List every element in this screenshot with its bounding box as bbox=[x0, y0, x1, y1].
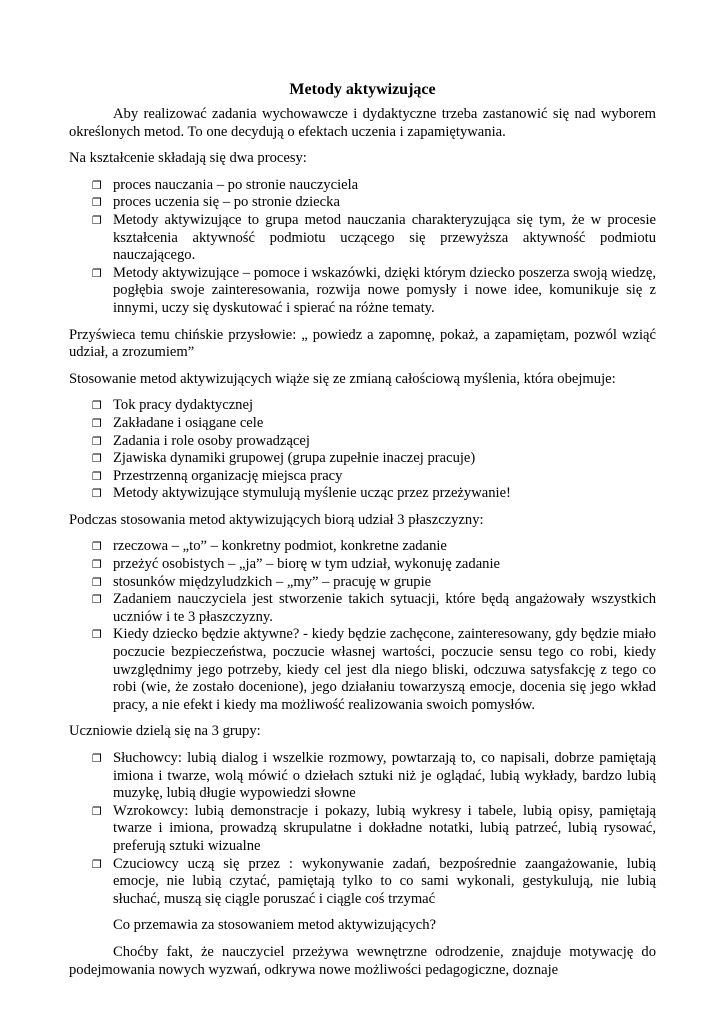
list-item bbox=[92, 264, 656, 318]
change-intro: Stosowanie metod aktywizujących wiąże się ze zmianą całościową myślenia, która obejmuje: bbox=[69, 370, 616, 387]
question-paragraph: Co przemawia za stosowaniem metod aktywizujących? bbox=[113, 917, 436, 934]
list-item-text: Wzrokowcy: lubią demonstracje i pokazy, lubią wykresy i tabele, lubią opisy, pamiętają twarze i imiona, prowadzą skrupulatne i dokładne notatki, lubią patrzeć, lubią rysować, preferują sztuki wizualne bbox=[113, 802, 656, 854]
list-item-text: Metody aktywizujące stymulują myślenie ucząc przez przeżywanie! bbox=[113, 485, 511, 502]
checkbox-square-icon: ❐ bbox=[92, 593, 102, 607]
change-list bbox=[69, 397, 656, 503]
list-item-text: proces nauczania – po stronie nauczyciela bbox=[113, 176, 359, 193]
planes-intro: Podczas stosowania metod aktywizujących biorą udział 3 płaszczyzny: bbox=[69, 511, 484, 528]
list-item bbox=[92, 467, 656, 486]
list-item bbox=[92, 397, 656, 415]
list-item-text: stosunków międzyludzkich – „my” – pracuję w grupie bbox=[113, 573, 432, 590]
list-item bbox=[92, 573, 656, 592]
list-item bbox=[92, 211, 656, 265]
list-item bbox=[92, 538, 656, 556]
checkbox-square-icon: ❐ bbox=[92, 628, 102, 642]
checkbox-square-icon: ❐ bbox=[92, 434, 102, 448]
list-item-text: Zadania i role osoby prowadzącej bbox=[113, 432, 310, 449]
list-item bbox=[92, 591, 656, 626]
checkbox-square-icon: ❐ bbox=[92, 540, 102, 554]
checkbox-square-icon: ❐ bbox=[92, 452, 102, 466]
list-item-text: Zadaniem nauczyciela jest stworzenie takich sytuacji, które będą angażowały wszystkich uczniów i te 3 płaszczyzny. bbox=[113, 591, 656, 625]
list-item-text: Przestrzenną organizację miejsca pracy bbox=[113, 467, 343, 484]
list-item-text: Słuchowcy: lubią dialog i wszelkie rozmowy, powtarzają to, co napisali, dobrze pamiętają imiona i twarze, wolą mówić o dziełach sztuki niż je oglądać, lubią wykłady, bardzo lubią muzykę, lubią długie wypowiedzi słowne bbox=[113, 750, 656, 802]
processes-intro: Na kształcenie składają się dwa procesy: bbox=[69, 150, 307, 167]
list-item bbox=[92, 855, 656, 909]
list-item bbox=[92, 432, 656, 451]
checkbox-square-icon: ❐ bbox=[92, 469, 102, 483]
list-item-text: Metody aktywizujące – pomoce i wskazówki, dzięki którym dziecko poszerza swoją wiedzę, pogłębia swoje zainteresowania, rozwija nowe pomysły i nowe idee, komunikuje się z innymi, uczy się dyskutować i spierać na różne tematy. bbox=[113, 264, 656, 316]
proverb-paragraph: Przyświeca temu chińskie przysłowie: „ powiedz a zapomnę, pokaż, a zapamiętam, pozwól wziąć udział, a zrozumiem” bbox=[69, 326, 656, 361]
list-item bbox=[92, 414, 656, 433]
list-item bbox=[92, 556, 656, 574]
intro-paragraph: Aby realizować zadania wychowawcze i dydaktyczne trzeba zastanowić się nad wyborem określonych metod. To one decydują o efektach uczenia i zapamiętywania. bbox=[69, 106, 656, 140]
groups-list bbox=[69, 750, 656, 908]
list-item-text: Zakładane i osiągane cele bbox=[113, 414, 264, 431]
page-title: Metody aktywizujące bbox=[289, 81, 436, 98]
list-item bbox=[92, 802, 656, 856]
list-item-text: Zjawiska dynamiki grupowej (grupa zupełnie inaczej pracuje) bbox=[113, 450, 476, 467]
checkbox-square-icon: ❐ bbox=[92, 558, 102, 572]
list-item-text: proces uczenia się – po stronie dziecka bbox=[113, 194, 340, 211]
checkbox-square-icon: ❐ bbox=[92, 857, 102, 871]
checkbox-square-icon: ❐ bbox=[92, 213, 102, 227]
checkbox-square-icon: ❐ bbox=[92, 178, 102, 192]
list-item bbox=[92, 626, 656, 714]
checkbox-square-icon: ❐ bbox=[92, 399, 102, 413]
checkbox-square-icon: ❐ bbox=[92, 752, 102, 765]
checkbox-square-icon: ❐ bbox=[92, 804, 102, 818]
checkbox-square-icon: ❐ bbox=[92, 416, 102, 430]
document-page bbox=[69, 80, 656, 988]
list-item-text: przeżyć osobistych – „ja” – biorę w tym udział, wykonuję zadanie bbox=[113, 556, 501, 573]
checkbox-square-icon: ❐ bbox=[92, 575, 102, 589]
list-item bbox=[92, 194, 656, 212]
list-item-text: Metody aktywizujące to grupa metod nauczania charakteryzująca się tym, że w procesie kształcenia aktywność podmiotu uczącego się przewyższa aktywność podmiotu nauczającego. bbox=[113, 211, 656, 264]
list-item bbox=[92, 450, 656, 468]
groups-intro: Uczniowie dzielą się na 3 grupy: bbox=[69, 723, 261, 740]
list-item-text: rzeczowa – „to” – konkretny podmiot, konkretne zadanie bbox=[113, 538, 447, 555]
checkbox-square-icon: ❐ bbox=[92, 266, 102, 280]
planes-list bbox=[69, 538, 656, 714]
list-item-text: Tok pracy dydaktycznej bbox=[113, 397, 253, 414]
processes-list bbox=[69, 177, 656, 318]
list-item-text: Czuciowcy uczą się przez : wykonywanie zadań, bezpośrednie zaangażowanie, lubią emocje, nie lubią czytać, pamiętają tylko to co sami wykonali, gestykulują, nie lubią słuchać, muszą się ciągle poruszać i ciągle coś trzymać bbox=[113, 855, 656, 907]
checkbox-square-icon: ❐ bbox=[92, 196, 102, 210]
list-item bbox=[92, 750, 656, 803]
list-item-text: Kiedy dziecko będzie aktywne? - kiedy będzie zachęcone, zainteresowany, gdy będzie miało poczucie bezpieczeństwa, poczucie własnej wartości, poczucie sensu tego co robi, kiedy uwzględnimy jego potrzeby, kiedy cel jest dla niego bliski, odczuwa satysfakcję z tego co robi (wie, że zostało docenione), jego działaniu towarzyszą emocje, docenia się jego wkład pracy, a nie efekt i kiedy ma możliwość realizowania swoich pomysłów. bbox=[113, 626, 656, 713]
checkbox-square-icon: ❐ bbox=[92, 487, 102, 501]
list-item bbox=[92, 176, 656, 195]
closing-paragraph: Choćby fakt, że nauczyciel przeżywa wewnętrzne odrodzenie, znajduje motywację do podejmowania nowych wyzwań, odkrywa nowe możliwości pedagogiczne, doznaje bbox=[69, 943, 656, 978]
list-item bbox=[92, 485, 656, 503]
